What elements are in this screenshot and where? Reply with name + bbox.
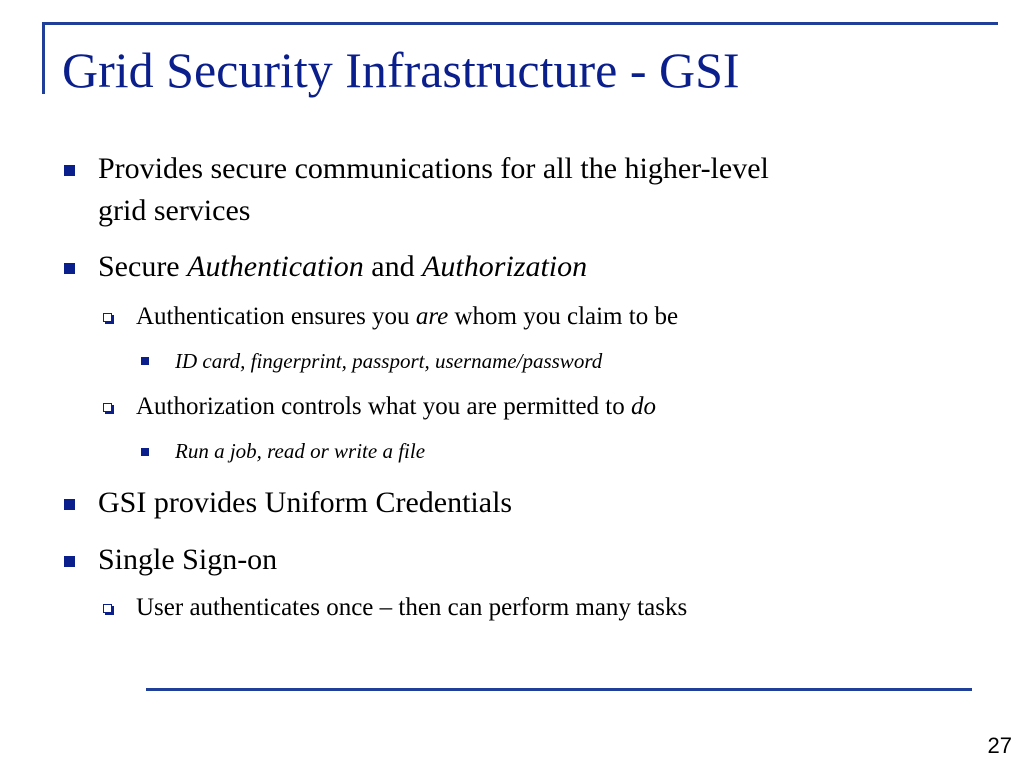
bullet-text: User authenticates once – then can perform many tasks bbox=[136, 594, 688, 621]
level2-bullet-icon bbox=[103, 313, 112, 322]
level1-bullet-icon bbox=[64, 263, 75, 274]
bullet-text-prefix: Authentication ensures you bbox=[136, 303, 416, 330]
authentication-term: Authentication bbox=[187, 250, 364, 283]
bullet-authenticate-once bbox=[136, 592, 687, 624]
level1-bullet-icon bbox=[64, 499, 75, 510]
level1-bullet-icon bbox=[64, 165, 75, 176]
bullet-text-and: and bbox=[363, 250, 423, 283]
level3-bullet-icon bbox=[141, 357, 149, 365]
bullet-authentication-examples bbox=[175, 347, 602, 375]
emphasis-do: do bbox=[631, 393, 657, 420]
bullet-text: ID card, fingerprint, passport, username/password bbox=[175, 349, 603, 373]
bottom-frame-line bbox=[146, 688, 972, 691]
bullet-secure-communications bbox=[98, 148, 769, 190]
level2-bullet-icon bbox=[103, 403, 112, 412]
bullet-authentication-definition bbox=[136, 301, 678, 333]
bullet-secure-communications-continued bbox=[98, 190, 250, 232]
level1-bullet-icon bbox=[64, 556, 75, 567]
bullet-uniform-credentials bbox=[98, 482, 512, 524]
bullet-text-suffix: whom you claim to be bbox=[448, 303, 679, 330]
bullet-text: GSI provides Uniform Credentials bbox=[98, 486, 513, 519]
bullet-authorization-definition bbox=[136, 391, 656, 423]
authorization-term: Authorization bbox=[422, 250, 588, 283]
bullet-text-line2: grid services bbox=[98, 194, 251, 227]
bullet-text-line1: Provides secure communications for all the higher-level bbox=[98, 152, 769, 185]
bullet-text-prefix: Secure bbox=[98, 250, 188, 283]
level3-bullet-icon bbox=[141, 448, 149, 456]
level2-bullet-icon bbox=[103, 604, 112, 613]
bullet-authentication-authorization bbox=[98, 246, 587, 288]
slide-title: Grid Security Infrastructure - GSI bbox=[62, 42, 740, 98]
bullet-text-prefix: Authorization controls what you are permitted to bbox=[136, 393, 632, 420]
bullet-single-sign-on bbox=[98, 539, 277, 581]
slide-number: 27 bbox=[987, 733, 1012, 758]
emphasis-are: are bbox=[415, 303, 449, 330]
bullet-text: Single Sign-on bbox=[98, 543, 278, 576]
bullet-text: Run a job, read or write a file bbox=[175, 439, 426, 463]
bullet-authorization-examples bbox=[175, 437, 425, 465]
